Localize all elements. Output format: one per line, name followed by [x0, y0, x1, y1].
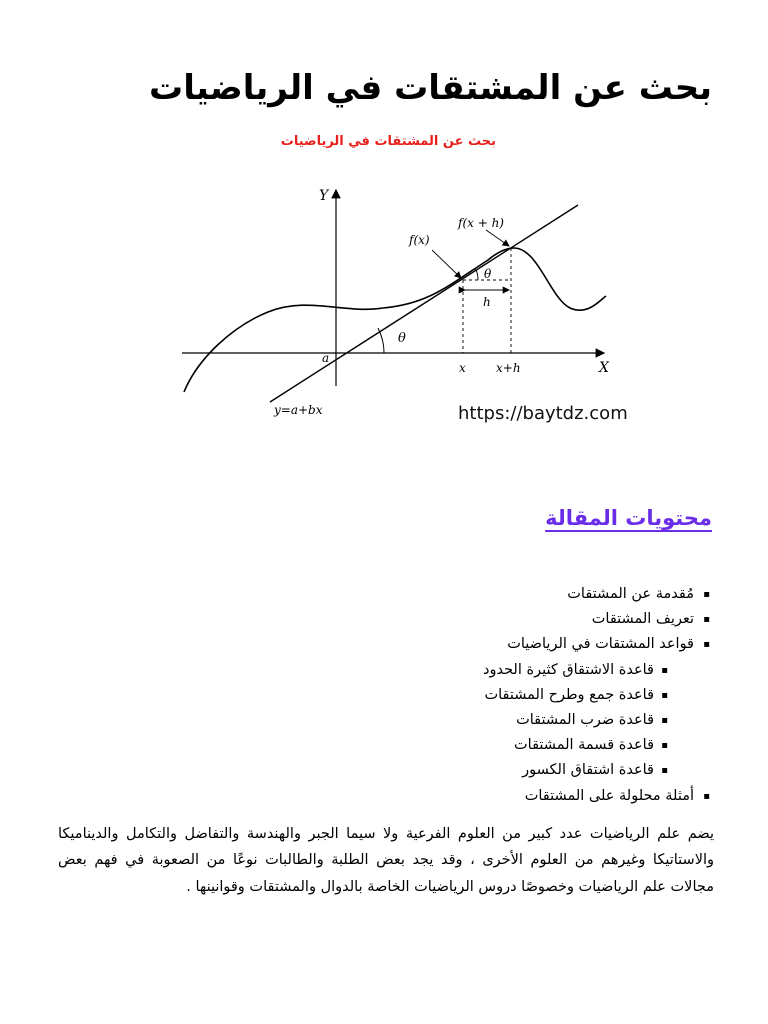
- toc-item[interactable]: ▪ قاعدة ضرب المشتقات: [214, 708, 694, 733]
- derivative-figure: [178, 178, 618, 422]
- line-equation-label: y=a+bx: [274, 403, 323, 417]
- xh-tick-label: x+h: [496, 361, 521, 375]
- page-title: بحث عن المشتقات في الرياضيات: [149, 68, 712, 108]
- y-axis-label: Y: [319, 188, 329, 204]
- toc-item[interactable]: ▪ قاعدة الاشتقاق كثيرة الحدود: [214, 658, 694, 683]
- fx-label: f(x): [409, 233, 430, 247]
- x-tick-label: x: [459, 361, 466, 375]
- toc-item[interactable]: ▪ قاعدة جمع وطرح المشتقات: [214, 683, 694, 708]
- fxh-label: f(x + h): [458, 216, 504, 230]
- toc-item[interactable]: ▪ قاعدة قسمة المشتقات: [214, 733, 694, 758]
- theta-small-label: θ: [484, 267, 492, 281]
- x-axis-label: X: [599, 360, 609, 376]
- source-url: https://baytdz.com: [458, 403, 628, 424]
- toc-item[interactable]: ▪ قاعدة اشتقاق الكسور: [214, 758, 694, 783]
- function-curve: [184, 248, 606, 392]
- toc-item[interactable]: ▪ مُقدمة عن المشتقات: [214, 582, 694, 607]
- fxh-pointer: [486, 230, 509, 246]
- h-label: h: [483, 295, 491, 309]
- toc-item[interactable]: ▪ قواعد المشتقات في الرياضيات: [214, 632, 694, 657]
- fx-pointer: [432, 250, 461, 278]
- intro-paragraph: يضم علم الرياضيات عدد كبير من العلوم الفرعية ولا سيما الجبر والهندسة والتفاضل والتكامل والديناميكا والاستاتيكا وغيرهم من العلوم الأخرى ، وقد يجد بعض الطلبة والطالبات نوعًا من الصعوبة في فهم بعض مجالات علم الرياضيات وخصوصًا دروس الرياضيات الخاصة بالدوال والمشتقات وقوانينها .: [58, 826, 714, 895]
- derivative-diagram: [178, 178, 618, 422]
- toc-heading[interactable]: محتويات المقالة: [545, 506, 712, 530]
- toc-item[interactable]: ▪ تعريف المشتقات: [214, 607, 694, 632]
- origin-label: a: [322, 351, 330, 365]
- table-of-contents: [214, 582, 694, 809]
- toc-item[interactable]: ▪ أمثلة محلولة على المشتقات: [214, 784, 694, 809]
- figure-caption: بحث عن المشتقات في الرياضيات: [280, 134, 496, 149]
- theta-label: θ: [398, 331, 406, 346]
